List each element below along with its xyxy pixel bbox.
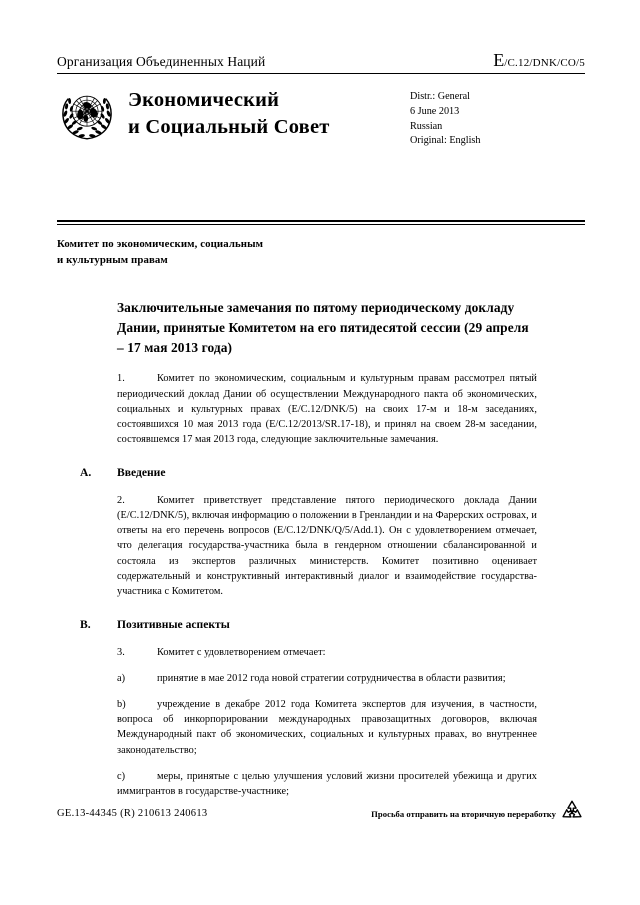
document-symbol xyxy=(493,50,585,71)
distr-line-0: Distr.: General xyxy=(410,91,470,102)
paragraph-2-number: 2. xyxy=(117,495,125,507)
paragraph-2 xyxy=(117,493,537,599)
distr-line-3: Original: English xyxy=(410,135,481,147)
committee-line1: Комитет по экономическим, социальным xyxy=(57,238,264,250)
distr-line-2: Russian xyxy=(410,120,443,132)
committee-line2: и культурным правам xyxy=(57,254,168,267)
paragraph-1 xyxy=(117,371,537,447)
paragraph-3 xyxy=(117,645,537,660)
masthead-divider xyxy=(57,73,585,74)
distribution-info xyxy=(404,85,585,149)
header-separator-rule xyxy=(57,220,585,225)
document-symbol-rest: /C.12/DNK/CO/5 xyxy=(504,57,585,69)
document-symbol-lead: E xyxy=(493,50,505,70)
paragraph-3-number: 3. xyxy=(117,646,125,658)
list-item-label: c) xyxy=(117,770,126,782)
section-a-letter: A. xyxy=(80,466,92,480)
document-body xyxy=(80,298,537,809)
masthead-body-row xyxy=(57,85,585,149)
un-emblem-icon xyxy=(57,87,117,145)
list-item-label: a) xyxy=(117,673,126,685)
page-title: Заключительные замечания по пятому периодическому докладу Дании, принятые Комитетом на его пятидесятой сессии (29 апреля – 17 мая 2013 года) xyxy=(117,300,529,355)
list-item-label: b) xyxy=(117,699,126,711)
paragraph-2-text: Комитет приветствует представление пятого периодического доклада Дании (E/C.12/DNK/5), включая информацию о положении в Гренландии и на Фарерских островах, и ответы на его перечень вопросов (E/C.12/DNK/Q/5/Add.1). Он с удовлетворением отмечает, что делегация государства-участника была в гендерном отношении сбалансированной и состояла из экспертов различных министерств. Комитет позитивно оценивает содержательный и конструктивный интерактивный диалог и взаимодействие государства-участника с Комитетом. xyxy=(117,495,537,597)
organization-name: Организация Объединенных Наций xyxy=(57,54,266,69)
banner-title xyxy=(117,85,404,141)
list-item-text: меры, принятые с целью улучшения условий жизни просителей убежища и других иммигрантов в государстве-участнике; xyxy=(117,770,537,797)
section-b-letter: B. xyxy=(80,617,91,631)
page-footer xyxy=(57,798,585,829)
banner-title-line2: и Социальный Совет xyxy=(128,116,330,139)
paragraph-1-number: 1. xyxy=(117,373,125,385)
list-item xyxy=(117,697,537,758)
job-number: GE.13-44345 (R) 210613 240613 xyxy=(57,808,208,819)
masthead-top-row xyxy=(57,50,585,73)
masthead xyxy=(57,50,585,149)
section-a-title: Введение xyxy=(117,466,166,480)
paragraph-1-text: Комитет по экономическим, социальным и культурным правам рассмотрел пятый периодический доклад Дании об осуществлении Международного пакта об экономических, социальных и культурных правах (E/C.12/DNK/5) на своих 17-м и 18-м заседаниях, состоявшихся 10 мая 2013 года (E/C.12/2013/SR.17-18), и принял на своем 28-м заседании, состоявшемся 17 мая 2013 года, следующие заключительные замечания. xyxy=(117,373,537,445)
section-b-title: Позитивные аспекты xyxy=(117,617,230,631)
list-item xyxy=(117,769,537,799)
committee-name xyxy=(57,236,387,269)
paragraph-3-text: Комитет с удовлетворением отмечает: xyxy=(157,646,326,658)
list-item-text: принятие в мае 2012 года новой стратегии сотрудничества в области развития; xyxy=(157,673,506,685)
section-heading-b xyxy=(80,618,537,631)
banner-title-line1: Экономический xyxy=(128,89,280,111)
recycle-text: Просьба отправить на вторичную переработку xyxy=(371,808,556,819)
recycle-icon xyxy=(559,798,585,829)
recycle-notice xyxy=(371,798,585,829)
list-item-text: учреждение в декабре 2012 года Комитета экспертов для изучения, в частности, вопроса об инкорпорировании международных правозащитных договоров, включая Международный пакт об экономических, социальных и культурных правах, во внутреннее законодательство; xyxy=(117,699,537,756)
section-heading-a xyxy=(80,466,537,479)
distr-line-1: 6 June 2013 xyxy=(410,105,460,117)
list-item xyxy=(117,671,537,686)
